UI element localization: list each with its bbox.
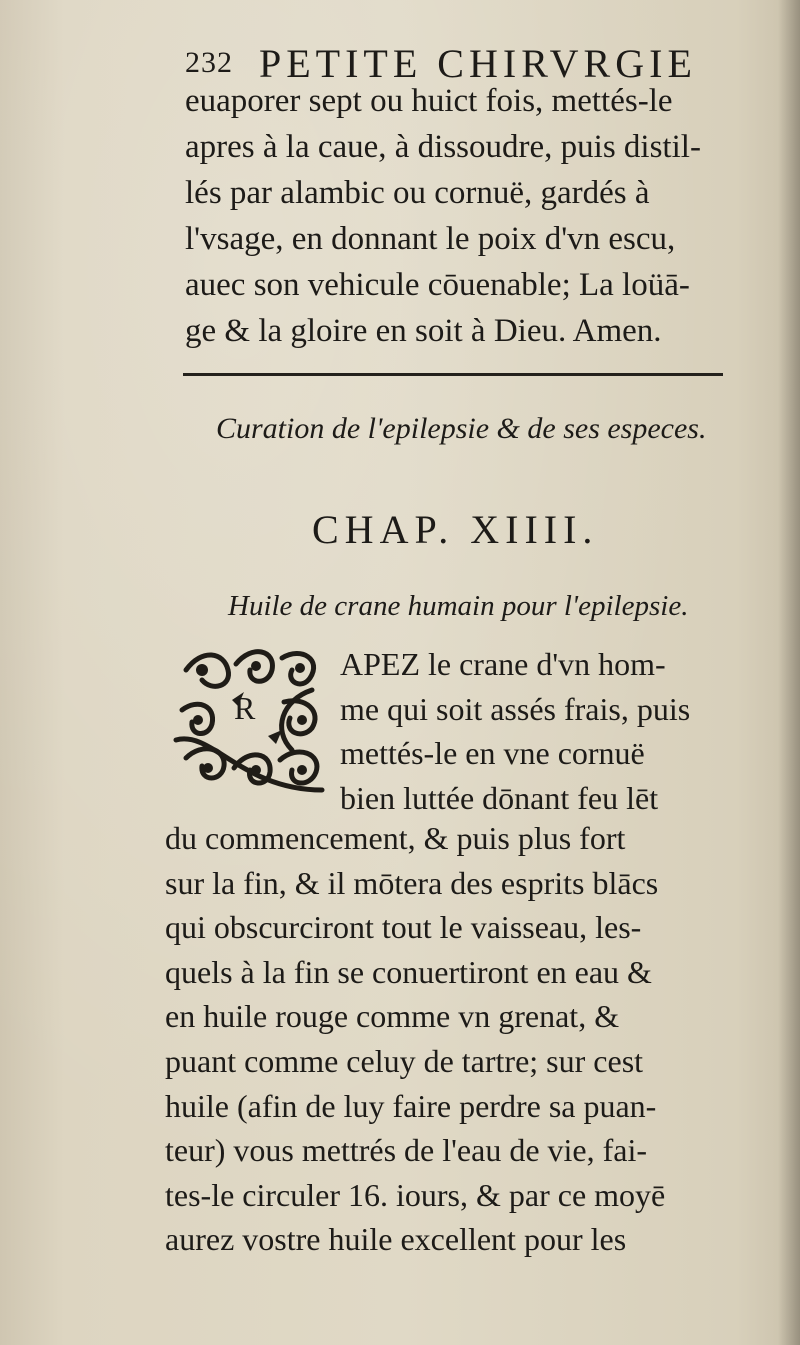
decorated-initial <box>172 640 332 800</box>
page-number: 232 <box>185 46 233 79</box>
text-line: mettés-le en vne cornuë <box>340 735 645 772</box>
text-line: teur) vous mettrés de l'eau de vie, fai- <box>165 1132 648 1169</box>
body-paragraph <box>165 816 745 1262</box>
text-line: qui obscurciront tout le vaisseau, les- <box>165 909 642 946</box>
text-line: l'vsage, en donnant le poix d'vn escu, <box>185 221 676 257</box>
text-line: auec son vehicule cōuenable; La loüā- <box>185 267 690 303</box>
text-line: apres à la caue, à dissoudre, puis distil- <box>185 129 701 165</box>
text-line: sur la fin, & il mōtera des esprits blācs <box>165 864 659 901</box>
text-line: en huile rouge comme vn grenat, & <box>165 998 620 1035</box>
text-line: quels à la fin se conuertiront en eau & <box>165 953 652 990</box>
text-line: ge & la gloire en soit à Dieu. Amen. <box>185 313 662 349</box>
text-line: bien luttée dōnant feu lēt <box>340 779 659 816</box>
text-line: du commencement, & puis plus fort <box>165 820 626 856</box>
text-line: huile (afin de luy faire perdre sa puan- <box>165 1087 657 1124</box>
text-line: aurez vostre huile excellent pour les <box>165 1221 627 1258</box>
section-title: Curation de l'epilepsie & de ses especes. <box>216 412 707 445</box>
section-divider <box>183 373 723 376</box>
text-line: me qui soit assés frais, puis <box>340 690 691 727</box>
text-line: puant comme celuy de tartre; sur cest <box>165 1042 644 1079</box>
top-paragraph <box>185 78 745 354</box>
initial-letter: R <box>234 690 256 726</box>
running-head: PETITE CHIRVRGIE <box>259 41 697 86</box>
text-line: lés par alambic ou cornuë, gardés à <box>185 175 650 211</box>
chapter-heading: CHAP. XIIII. <box>312 507 599 552</box>
text-line: tes-le circuler 16. iours, & par ce moyē <box>165 1176 666 1213</box>
indented-paragraph <box>340 642 740 820</box>
recipe-title: Huile de crane humain pour l'epilepsie. <box>228 590 689 622</box>
text-line: euaporer sept ou huict fois, mettés-le <box>185 83 673 119</box>
text-line: APEZ le crane d'vn hom- <box>340 646 666 682</box>
